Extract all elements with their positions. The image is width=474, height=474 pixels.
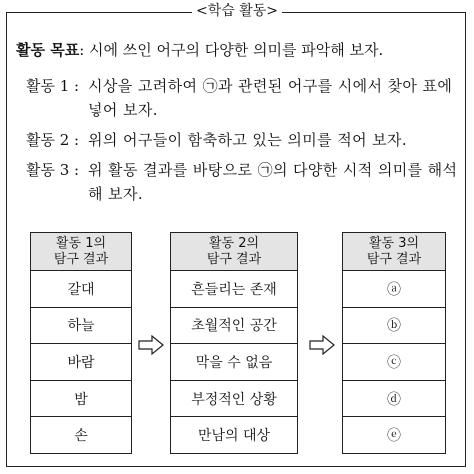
goal-text: : 시에 쓰인 어구의 다양한 의미를 파악해 보자. (79, 41, 384, 59)
table-cell: 초월적인 공간 (171, 308, 297, 345)
goal-label: 활동 목표 (16, 41, 80, 59)
activity-3-label: 활동 3 : (26, 161, 80, 179)
table-cell: 갈대 (31, 271, 131, 308)
arrow-icon (309, 335, 335, 355)
box-title: <학습 활동> (0, 2, 474, 20)
activity-1-text: 시상을 고려하여 ㉠과 관련된 어구를 시에서 찾아 표에 넣어 보자. (88, 77, 453, 119)
column-3-header: 활동 3의 탐구 결과 (343, 233, 445, 271)
arrow-icon (138, 335, 164, 355)
table-cell: 부정적인 상황 (171, 381, 297, 418)
table-cell: ⓐ (343, 271, 445, 308)
activity-2-label: 활동 2 : (26, 131, 80, 149)
column-1-header: 활동 1의 탐구 결과 (31, 233, 131, 271)
table-cell: 만남의 대상 (197, 428, 271, 445)
table-cell: ⓑ (343, 308, 445, 345)
table-cell: 바람 (31, 344, 131, 381)
result-column-3 (342, 232, 446, 454)
activity-1-label: 활동 1 : (26, 77, 80, 95)
table-cell: ⓒ (343, 344, 445, 381)
column-2-header: 활동 2의 탐구 결과 (171, 233, 297, 271)
table-cell: 흔들리는 존재 (171, 271, 297, 308)
table-cell: 막을 수 없음 (171, 344, 297, 381)
table-cell: 하늘 (31, 308, 131, 345)
table-cell: 손 (74, 428, 88, 445)
table-cell: 밤 (31, 381, 131, 418)
activity-goal (16, 40, 383, 60)
activity-3-text: 위 활동 결과를 바탕으로 ㉠의 다양한 시적 의미를 해석해 보자. (88, 161, 458, 203)
table-cell: ⓓ (343, 381, 445, 418)
result-column-1 (30, 232, 132, 454)
activity-2-text: 위의 어구들이 함축하고 있는 의미를 적어 보자. (88, 131, 408, 149)
table-cell: ⓔ (387, 428, 401, 445)
result-column-2 (170, 232, 298, 454)
